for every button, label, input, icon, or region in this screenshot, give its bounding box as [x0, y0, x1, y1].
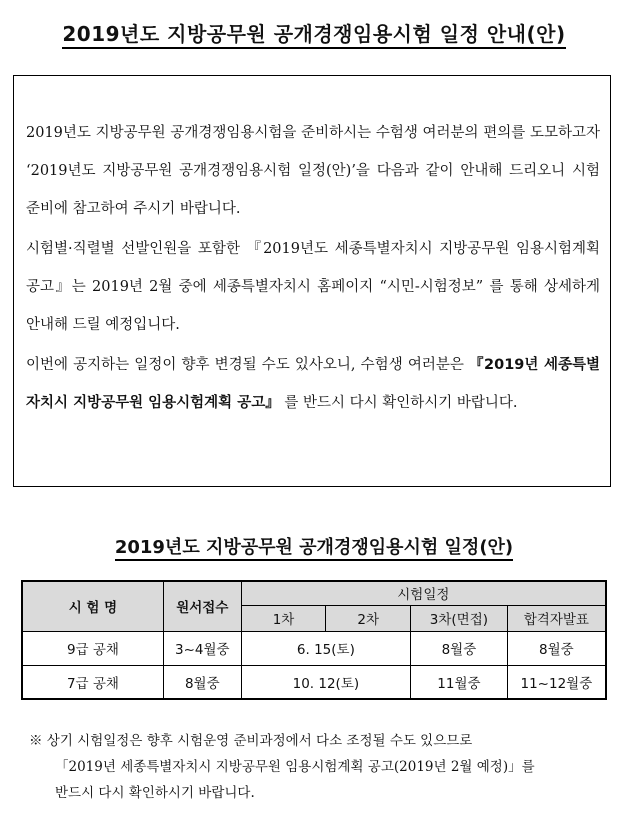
- footnote-line-2: 「2019년 세종특별자치시 지방공무원 임용시험계획 공고(2019년 2월 예정)」를: [55, 759, 535, 775]
- cell-result: 8월중: [507, 631, 606, 665]
- cell-third: 8월중: [411, 631, 508, 665]
- section-title: [0, 533, 628, 559]
- header-application: 원서접수: [163, 581, 241, 631]
- header-result: 합격자발표: [507, 605, 606, 631]
- cell-exam-name: 9급 공채: [22, 631, 163, 665]
- notice-box: [13, 75, 611, 487]
- page-title-text: 2019년도 지방공무원 공개경쟁임용시험 일정 안내(안): [62, 22, 565, 49]
- footnote-line-3: 반드시 다시 확인하시기 바랍니다.: [55, 785, 255, 801]
- cell-result: 11~12월중: [507, 665, 606, 699]
- footnote: [29, 728, 609, 806]
- schedule-table: [21, 580, 607, 700]
- cell-application: 8월중: [163, 665, 241, 699]
- table-header-row: [22, 581, 606, 605]
- cell-application: 3~4월중: [163, 631, 241, 665]
- cell-third: 11월중: [411, 665, 508, 699]
- cell-first-second: 6. 15(토): [241, 631, 410, 665]
- table-row: [22, 631, 606, 665]
- notice-paragraph-2: 시험별·직렬별 선발인원을 포함한 『2019년도 세종특별자치시 지방공무원 임용시험계획 공고』는 2019년 2월 중에 세종특별자치시 홈페이지 “시민-시험정보” 를 통해 상세하게 안내해 드릴 예정입니다.: [26, 241, 600, 333]
- page-title: [0, 18, 628, 47]
- notice-paragraph-3-emphasis: 『2019년 세종특별자치시 지방공무원 임용시험계획 공고』: [26, 357, 600, 411]
- notice-paragraph-3: [26, 346, 600, 422]
- footnote-line-1: ※ 상기 시험일정은 향후 시험운영 준비과정에서 다소 조정될 수도 있으므로: [29, 733, 473, 749]
- header-first: 1차: [241, 605, 326, 631]
- notice-paragraph-1: 2019년도 지방공무원 공개경쟁임용시험을 준비하시는 수험생 여러분의 편의를 도모하고자 ‘2019년도 지방공무원 공개경쟁임용시험 일정(안)’을 다음과 같이 안내해 드리오니 시험 준비에 참고하여 주시기 바랍니다.: [26, 125, 600, 217]
- header-third: 3차(면접): [411, 605, 508, 631]
- header-schedule: 시험일정: [241, 581, 606, 605]
- section-title-text: 2019년도 지방공무원 공개경쟁임용시험 일정(안): [115, 537, 513, 561]
- cell-exam-name: 7급 공채: [22, 665, 163, 699]
- header-exam-name: 시 험 명: [22, 581, 163, 631]
- cell-first-second: 10. 12(토): [241, 665, 410, 699]
- header-second: 2차: [326, 605, 411, 631]
- notice-paragraph-3-tail: 를 반드시 다시 확인하시기 바랍니다.: [284, 395, 518, 411]
- table-row: [22, 665, 606, 699]
- notice-paragraph-3-lead: 이번에 공지하는 일정이 향후 변경될 수도 있사오니, 수험생 여러분은: [26, 357, 464, 373]
